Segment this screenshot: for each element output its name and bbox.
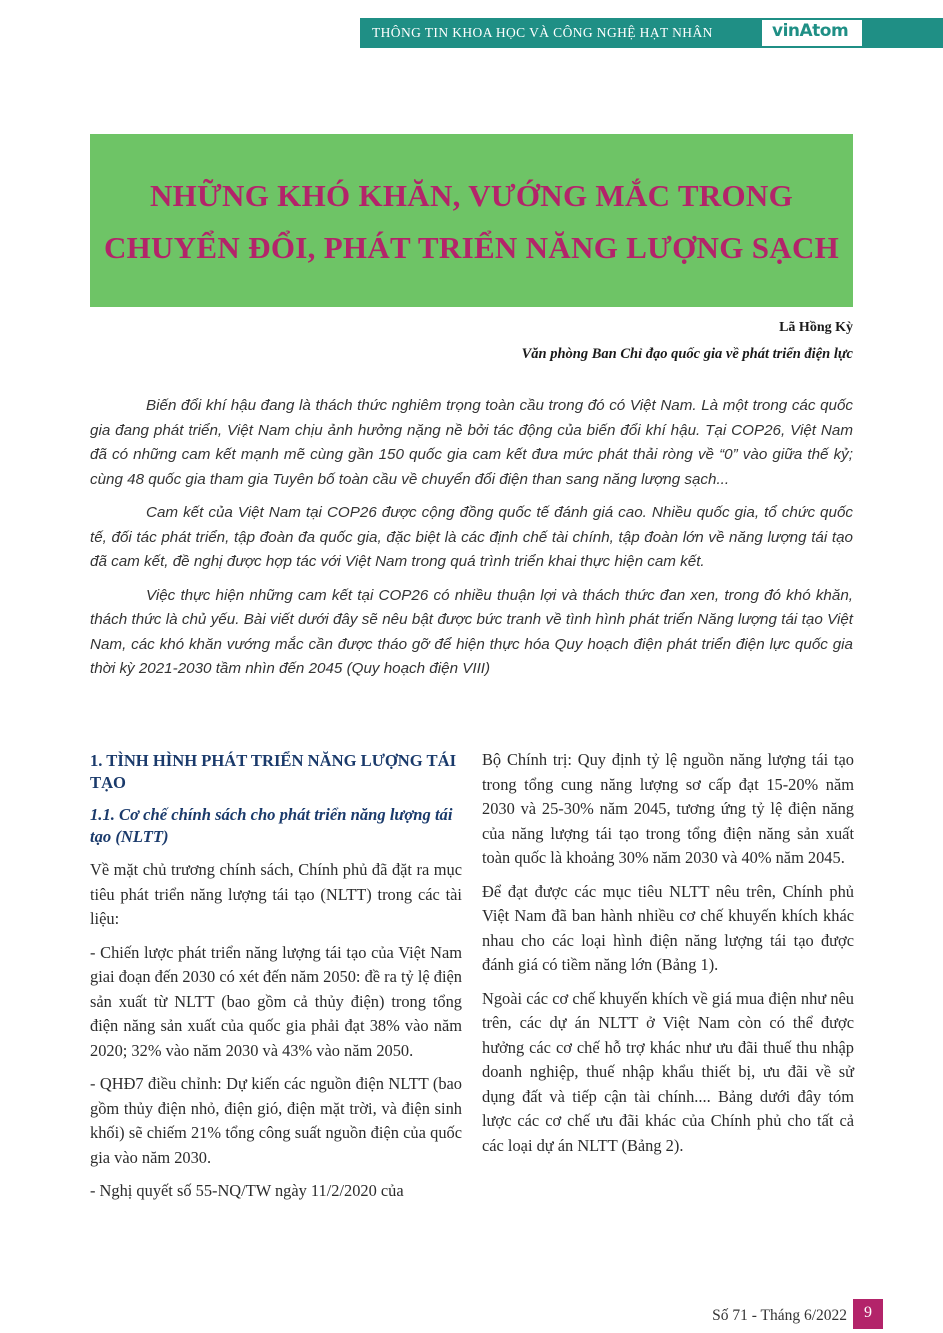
title-line-1: NHỮNG KHÓ KHĂN, VƯỚNG MẮC TRONG xyxy=(149,178,794,213)
right-column xyxy=(482,748,854,1167)
issue-label: Số 71 - Tháng 6/2022 xyxy=(712,1307,847,1324)
left-column xyxy=(90,750,462,1213)
body-paragraph: Để đạt được các mục tiêu NLTT nêu trên, Chính phủ Việt Nam đã ban hành nhiều cơ chế khuyến khích khác nhau cho các loại hình điện năng lượng tái tạo được đánh giá có tiềm năng lớn (Bảng 1). xyxy=(482,881,854,974)
abstract xyxy=(90,394,853,691)
body-paragraph: - QHĐ7 điều chỉnh: Dự kiến các nguồn điện NLTT (bao gồm thủy điện nhỏ, điện gió, điện mặt trời, và điện sinh khối) sẽ chiếm 21% tổng công suất nguồn điện của quốc gia vào năm 2030. xyxy=(90,1074,462,1167)
page-number: 9 xyxy=(864,1304,872,1321)
section-heading: 1. TÌNH HÌNH PHÁT TRIỂN NĂNG LƯỢNG TÁI TẠO xyxy=(90,751,457,792)
vinatom-logo: vinAtom xyxy=(772,21,849,41)
journal-name: THÔNG TIN KHOA HỌC VÀ CÔNG NGHỆ HẠT NHÂN xyxy=(372,25,713,40)
body-paragraph: - Nghị quyết số 55-NQ/TW ngày 11/2/2020 của xyxy=(90,1181,404,1200)
abstract-paragraph: Cam kết của Việt Nam tại COP26 được cộng đồng quốc tế đánh giá cao. Nhiều quốc gia, tổ chức quốc tế, đối tác phát triển, tập đoàn đa quốc gia, đặc biệt là các định chế tài chính, tập đoàn lớn về năng lượng tái tạo đã cam kết, đề nghị được hợp tác với Việt Nam trong quá trình triển khai thực hiện cam kết. xyxy=(90,504,853,570)
body-paragraph: Ngoài các cơ chế khuyến khích về giá mua điện như nêu trên, các dự án NLTT ở Việt Nam còn có thể được hưởng các cơ chế hỗ trợ khác như ưu đãi thuế thu nhập doanh nghiệp, thuế nhập khẩu thiết bị, ưu đãi về sử dụng đất và tiếp cận tài chính.... Bảng dưới đây tóm lược các cơ chế ưu đãi khác của Chính phủ cho tất cả các loại dự án NLTT (Bảng 2). xyxy=(482,988,854,1155)
abstract-paragraph: Việc thực hiện những cam kết tại COP26 có nhiều thuận lợi và thách thức đan xen, trong đó khó khăn, thách thức là chủ yếu. Bài viết dưới đây sẽ nêu bật được bức tranh về tình hình phát triển Năng lượng tái tạo Việt Nam, các khó khăn vướng mắc cần được tháo gỡ để hiện thực hóa Quy hoạch điện phát triển điện lực quốc gia thời kỳ 2021-2030 tầm nhìn đến 2045 (Quy hoạch điện VIII) xyxy=(90,586,853,677)
subsection-heading: 1.1. Cơ chế chính sách cho phát triển năng lượng tái tạo (NLTT) xyxy=(90,805,453,846)
body-paragraph: Bộ Chính trị: Quy định tỷ lệ nguồn năng lượng tái tạo trong tổng cung năng lượng sơ cấp đạt 15-20% năm 2030 và 25-30% năm 2045, tương ứng tỷ lệ điện năng của năng lượng tái tạo trong tổng điện năng sản xuất toàn quốc là khoảng 30% năm 2030 và 40% năm 2045. xyxy=(482,750,854,867)
body-paragraph: Về mặt chủ trương chính sách, Chính phủ đã đặt ra mục tiêu phát triển năng lượng tái tạo (NLTT) trong các tài liệu: xyxy=(90,860,462,928)
article-title xyxy=(90,170,853,274)
author-name: Lã Hồng Kỳ xyxy=(779,320,853,335)
abstract-paragraph: Biến đổi khí hậu đang là thách thức nghiêm trọng toàn cầu trong đó có Việt Nam. Là một trong các quốc gia đang phát triển, Việt Nam chịu ảnh hưởng nặng nề bởi tác động của biến đổi khí hậu. Tại COP26, Việt Nam đã có những cam kết mạnh mẽ cùng gần 150 quốc gia cam kết đưa mức phát thải ròng về “0” vào giữa thế kỷ; cùng 48 quốc gia tham gia Tuyên bố toàn cầu về chuyển đổi điện than sang năng lượng sạch... xyxy=(90,397,853,488)
body-paragraph: - Chiến lược phát triển năng lượng tái tạo của Việt Nam giai đoạn đến 2030 có xét đến năm 2050: đề ra tỷ lệ điện sản xuất từ NLTT (bao gồm cả thủy điện) trong tổng điện năng sản xuất của quốc gia phải đạt 38% vào năm 2020; 32% vào năm 2030 và 43% vào năm 2050. xyxy=(90,942,462,1060)
title-line-2: CHUYỂN ĐỔI, PHÁT TRIỂN NĂNG LƯỢNG SẠCH xyxy=(103,230,840,265)
author-affiliation: Văn phòng Ban Chỉ đạo quốc gia về phát triển điện lực xyxy=(521,346,853,362)
